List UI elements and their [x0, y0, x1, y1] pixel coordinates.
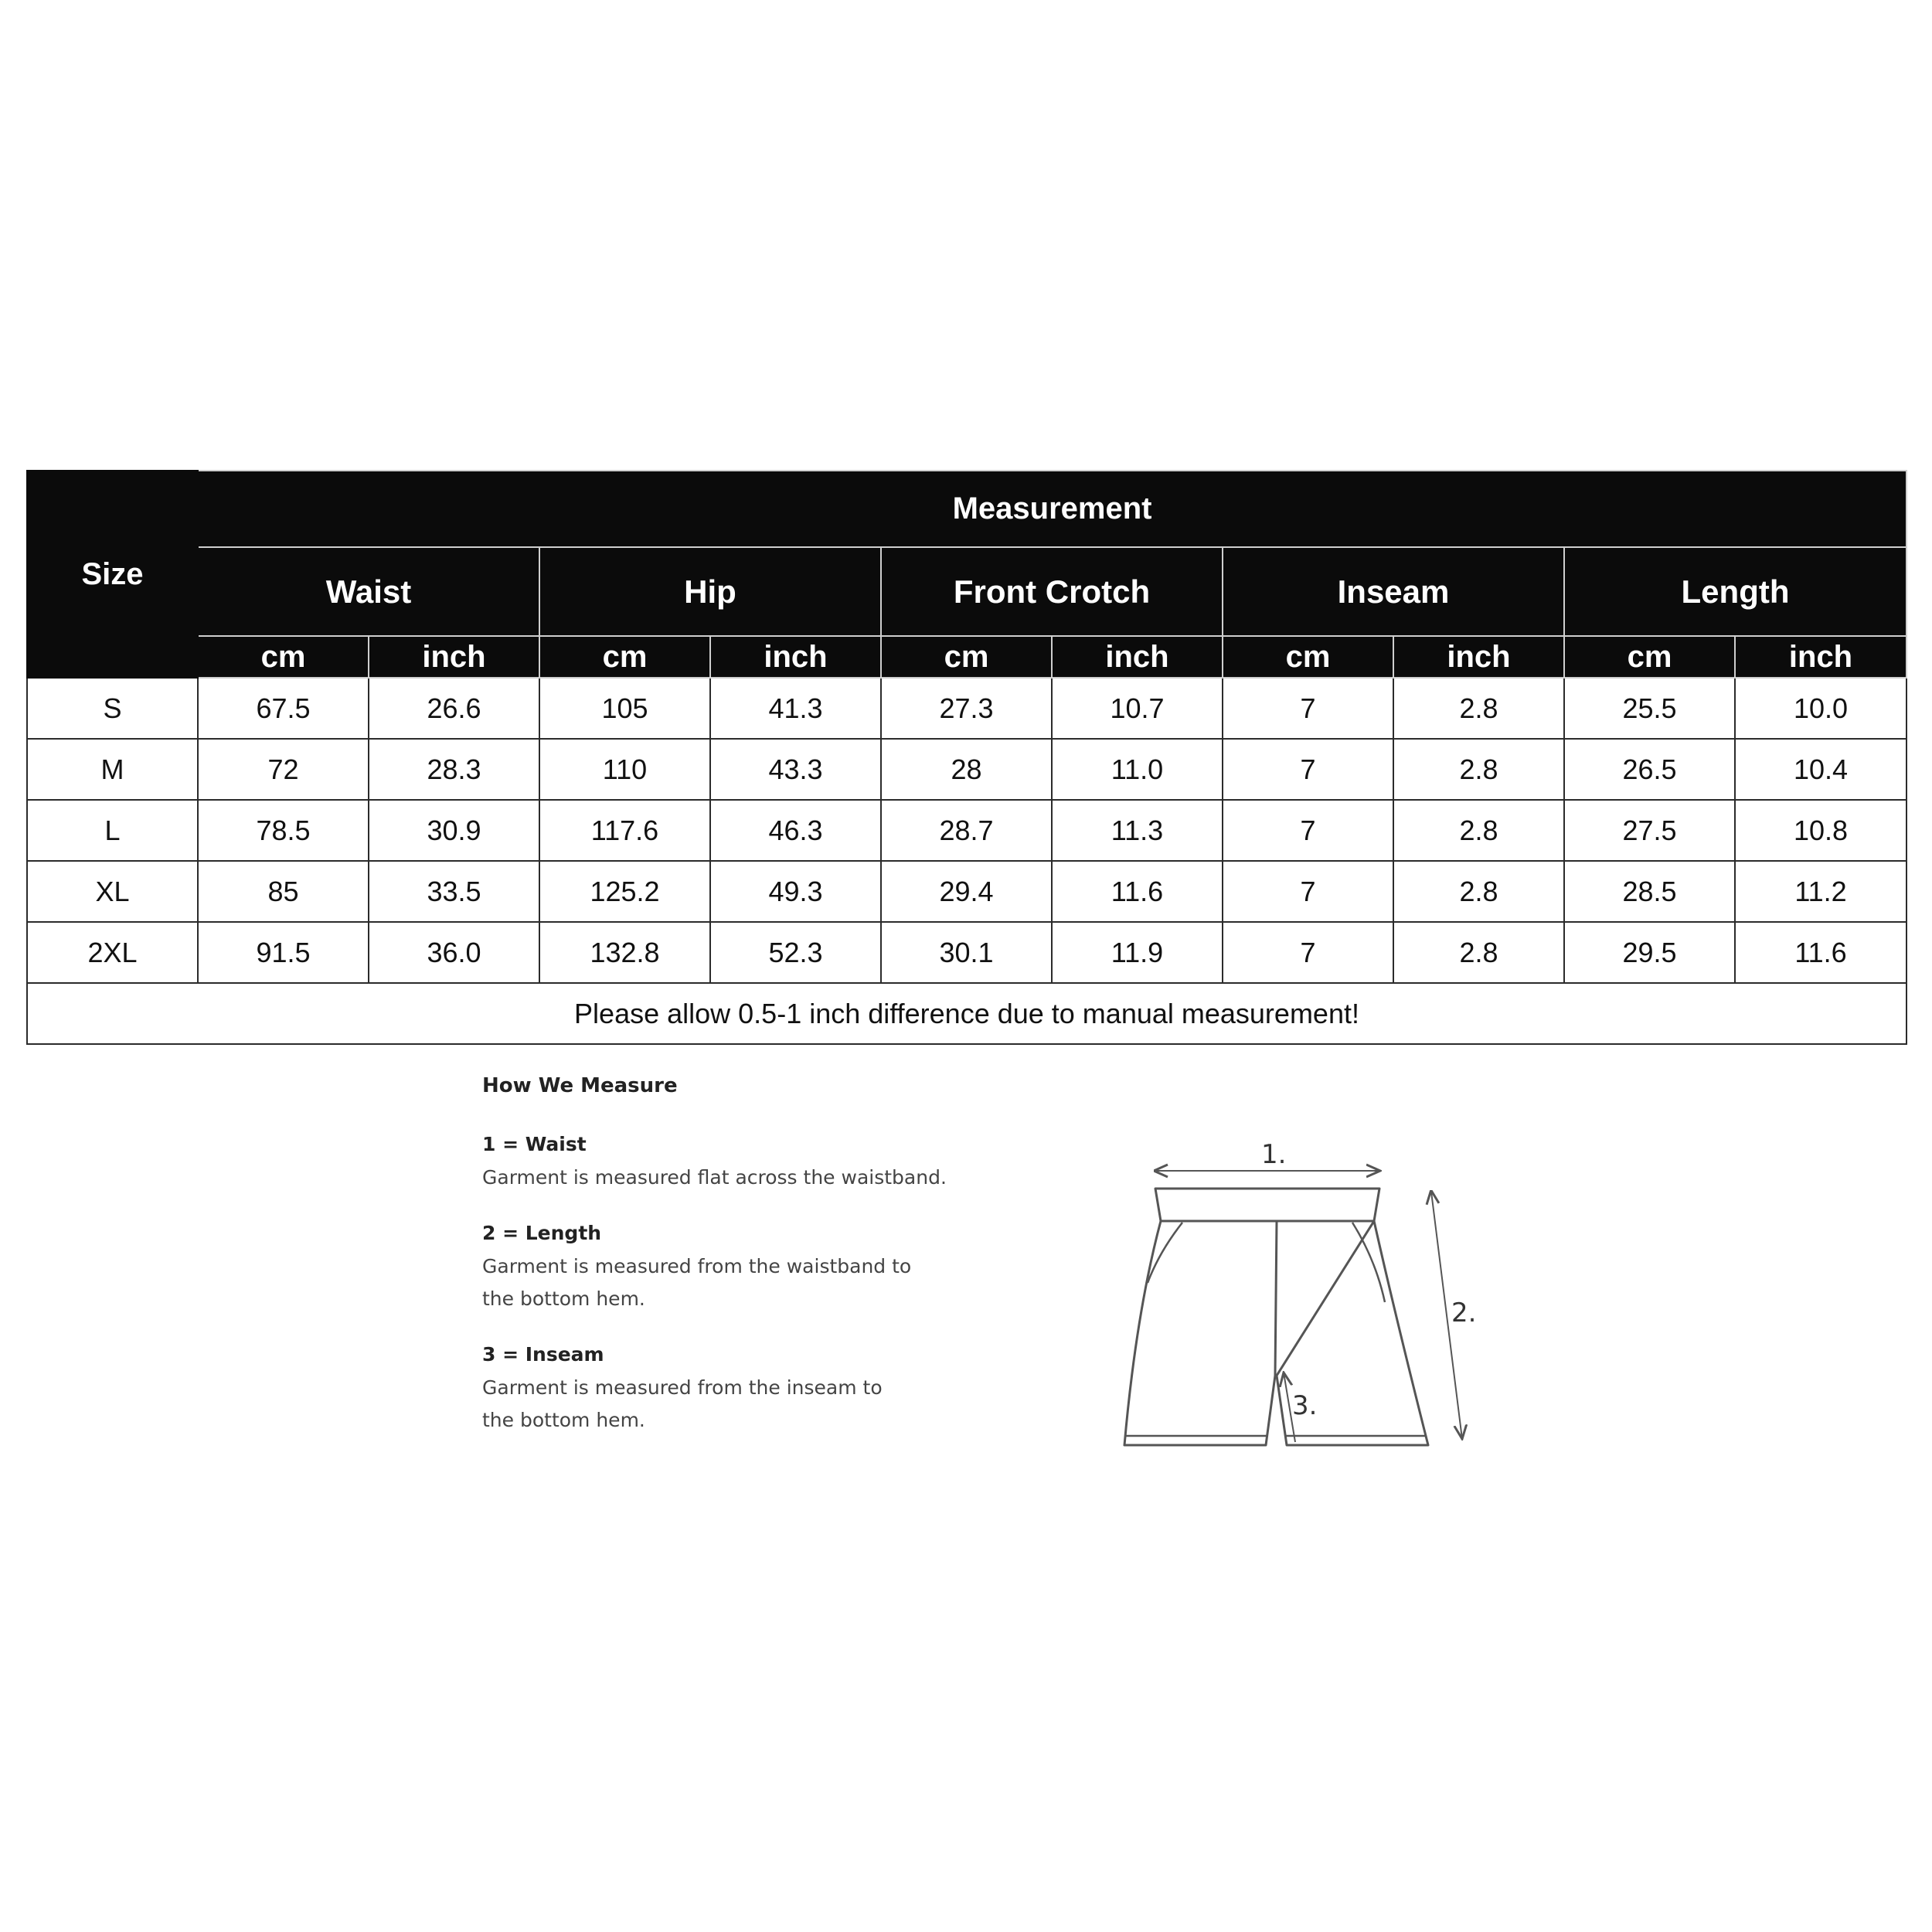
value-cell: 2.8	[1393, 678, 1564, 739]
length-label: 2.	[1451, 1298, 1477, 1328]
group-header-waist: Waist	[198, 547, 539, 636]
value-cell: 10.8	[1735, 800, 1906, 861]
size-cell: XL	[27, 861, 198, 922]
value-cell: 52.3	[710, 922, 881, 983]
inseam-label: 3.	[1292, 1390, 1318, 1421]
unit-header: cm	[1564, 636, 1735, 678]
table-row	[27, 922, 1906, 983]
unit-header: inch	[1735, 636, 1906, 678]
value-cell: 2.8	[1393, 800, 1564, 861]
table-row	[27, 678, 1906, 739]
value-cell: 33.5	[369, 861, 539, 922]
value-cell: 27.3	[881, 678, 1052, 739]
value-cell: 105	[539, 678, 710, 739]
table-row	[27, 861, 1906, 922]
value-cell: 30.9	[369, 800, 539, 861]
group-header-inseam: Inseam	[1223, 547, 1564, 636]
value-cell: 7	[1223, 678, 1393, 739]
value-cell: 85	[198, 861, 369, 922]
size-cell: 2XL	[27, 922, 198, 983]
value-cell: 11.3	[1052, 800, 1223, 861]
value-cell: 26.5	[1564, 739, 1735, 800]
size-chart-table	[26, 470, 1907, 1045]
unit-header: cm	[1223, 636, 1393, 678]
value-cell: 11.9	[1052, 922, 1223, 983]
value-cell: 11.0	[1052, 739, 1223, 800]
value-cell: 28.7	[881, 800, 1052, 861]
value-cell: 28	[881, 739, 1052, 800]
value-cell: 26.6	[369, 678, 539, 739]
how-we-measure-title: How We Measure	[482, 1074, 678, 1097]
value-cell: 29.5	[1564, 922, 1735, 983]
how-we-measure-section	[482, 1074, 1023, 1464]
measure-item-desc: Garment is measured from the waistband to the bottom hem.	[482, 1255, 912, 1310]
value-cell: 41.3	[710, 678, 881, 739]
value-cell: 10.4	[1735, 739, 1906, 800]
unit-header: cm	[881, 636, 1052, 678]
measurement-note: Please allow 0.5-1 inch difference due to manual measurement!	[27, 983, 1906, 1044]
value-cell: 91.5	[198, 922, 369, 983]
group-header-front-crotch: Front Crotch	[881, 547, 1223, 636]
unit-header: inch	[710, 636, 881, 678]
measure-item-length	[482, 1222, 1023, 1315]
value-cell: 67.5	[198, 678, 369, 739]
value-cell: 2.8	[1393, 739, 1564, 800]
table-row	[27, 739, 1906, 800]
value-cell: 117.6	[539, 800, 710, 861]
value-cell: 72	[198, 739, 369, 800]
measure-item-desc: Garment is measured from the inseam to the bottom hem.	[482, 1376, 883, 1431]
size-header: Size	[27, 471, 198, 678]
value-cell: 11.2	[1735, 861, 1906, 922]
shorts-diagram	[1097, 1128, 1499, 1468]
unit-header: inch	[1052, 636, 1223, 678]
group-header-hip: Hip	[539, 547, 881, 636]
value-cell: 110	[539, 739, 710, 800]
value-cell: 29.4	[881, 861, 1052, 922]
value-cell: 28.3	[369, 739, 539, 800]
value-cell: 125.2	[539, 861, 710, 922]
measure-item-waist	[482, 1133, 1023, 1194]
measurement-header: Measurement	[198, 471, 1906, 547]
value-cell: 28.5	[1564, 861, 1735, 922]
value-cell: 27.5	[1564, 800, 1735, 861]
value-cell: 30.1	[881, 922, 1052, 983]
waist-label: 1.	[1261, 1139, 1287, 1170]
measure-item-title: 3 = Inseam	[482, 1343, 604, 1366]
value-cell: 7	[1223, 739, 1393, 800]
value-cell: 11.6	[1735, 922, 1906, 983]
value-cell: 7	[1223, 861, 1393, 922]
right-pocket-line	[1352, 1223, 1385, 1302]
value-cell: 2.8	[1393, 861, 1564, 922]
group-header-length: Length	[1564, 547, 1906, 636]
value-cell: 11.6	[1052, 861, 1223, 922]
value-cell: 7	[1223, 922, 1393, 983]
measure-item-inseam	[482, 1343, 1023, 1437]
value-cell: 43.3	[710, 739, 881, 800]
value-cell: 10.7	[1052, 678, 1223, 739]
waistband-shape	[1155, 1189, 1379, 1221]
size-cell: S	[27, 678, 198, 739]
measure-item-title: 2 = Length	[482, 1222, 602, 1244]
value-cell: 10.0	[1735, 678, 1906, 739]
value-cell: 46.3	[710, 800, 881, 861]
unit-header: inch	[1393, 636, 1564, 678]
left-leg-shape	[1124, 1221, 1277, 1445]
size-cell: L	[27, 800, 198, 861]
value-cell: 36.0	[369, 922, 539, 983]
shorts-outline	[1124, 1189, 1428, 1445]
value-cell: 78.5	[198, 800, 369, 861]
unit-header: cm	[198, 636, 369, 678]
size-cell: M	[27, 739, 198, 800]
unit-header: inch	[369, 636, 539, 678]
value-cell: 132.8	[539, 922, 710, 983]
value-cell: 7	[1223, 800, 1393, 861]
measure-item-title: 1 = Waist	[482, 1133, 587, 1155]
table-row	[27, 800, 1906, 861]
unit-header: cm	[539, 636, 710, 678]
measure-item-desc: Garment is measured flat across the waistband.	[482, 1166, 947, 1189]
value-cell: 49.3	[710, 861, 881, 922]
value-cell: 2.8	[1393, 922, 1564, 983]
value-cell: 25.5	[1564, 678, 1735, 739]
